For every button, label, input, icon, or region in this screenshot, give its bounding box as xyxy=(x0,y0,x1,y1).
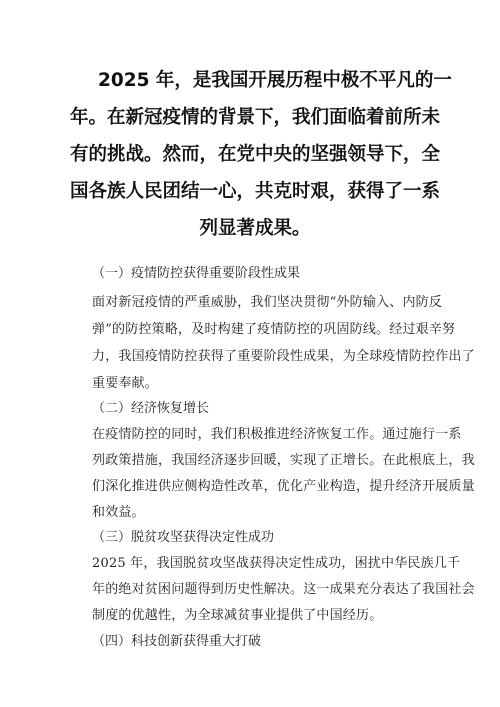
paragraph-line: 力，我国疫情防控获得了重要阶段性成果，为全球疫情防控作出了 xyxy=(92,349,475,364)
paragraph-line: 制度的优越性，为全球减贫事业提供了中国经历。 xyxy=(92,608,383,623)
title-line: 国各族人民团结一心，共克时艰，获得了一系 xyxy=(70,181,441,202)
title-line: 年。在新冠疫情的背景下，我们面临着前所未 xyxy=(70,107,441,128)
paragraph-line: 们深化推进供应侧构造性改革，优化产业构造，提升经济开展质量 xyxy=(92,479,475,494)
paragraph-line: 在疫情防控的同时，我们积极推进经济恢复工作。通过施行一系 xyxy=(92,427,462,442)
paragraph-line: 弹”的防控策略，及时构建了疫情防控的巩固防线。经过艰辛努 xyxy=(92,322,456,337)
section-heading: （一）疫情防控获得重要阶段性成果 xyxy=(92,266,301,281)
section-heading: （二）经济恢复增长 xyxy=(92,401,210,416)
paragraph-line: 和效益。 xyxy=(92,505,145,520)
title-line: 列显著成果。 xyxy=(199,218,311,239)
title-line: 2025 年，是我国开展历程中极不平凡的一 xyxy=(98,70,452,91)
paragraph-line: 面对新冠疫情的严重威胁，我们坚决贯彻“外防输入、内防反 xyxy=(92,295,443,310)
section-heading: （三）脱贫攻坚获得决定性成功 xyxy=(92,530,275,545)
paragraph-line: 年的绝对贫困问题得到历史性解决。这一成果充分表达了我国社会 xyxy=(92,582,475,597)
paragraph-line: 重要奉献。 xyxy=(92,376,159,391)
document-title xyxy=(70,62,452,247)
paragraph-line: 列政策措施，我国经济逐步回暖，实现了正增长。在此根底上，我 xyxy=(92,453,475,468)
title-line: 有的挑战。然而，在党中央的坚强领导下，全 xyxy=(70,144,441,165)
paragraph-line: 2025 年，我国脱贫攻坚战获得决定性成功，困扰中华民族几千 xyxy=(92,556,461,571)
section-heading: （四）科技创新获得重大打破 xyxy=(92,634,262,649)
